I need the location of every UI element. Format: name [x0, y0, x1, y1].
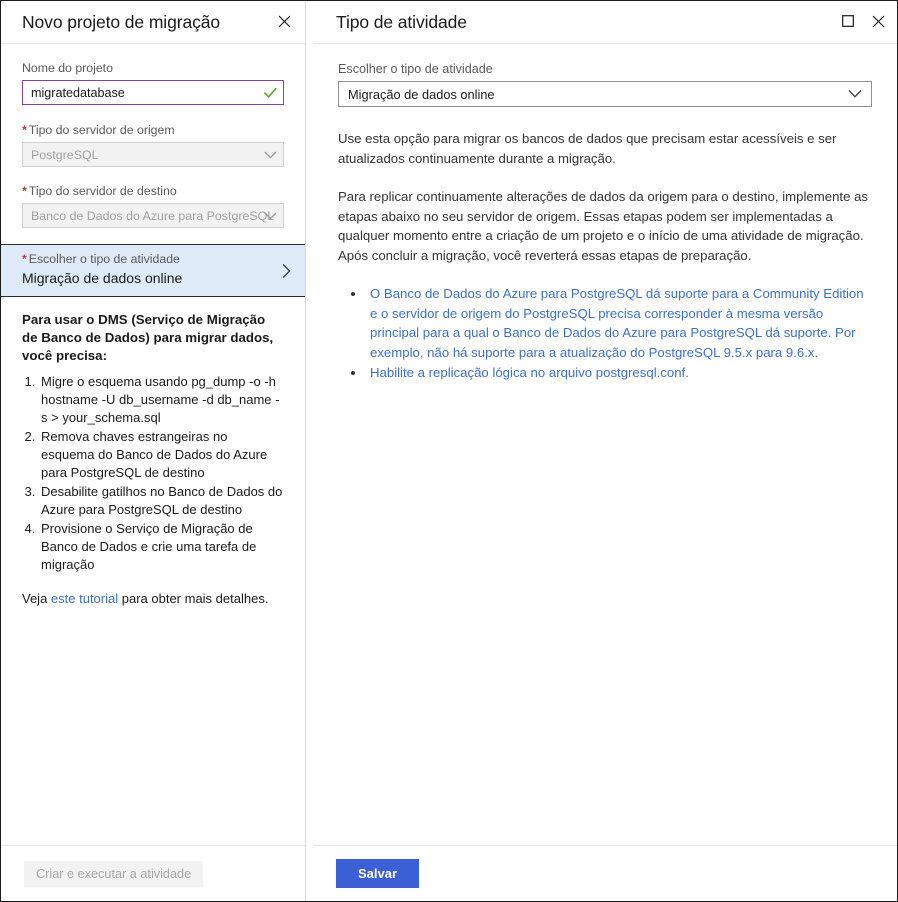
activity-select-label: Escolher o tipo de atividade	[338, 62, 493, 76]
maximize-glyph	[842, 15, 854, 27]
activity-type-selector-row[interactable]	[1, 244, 305, 297]
target-server-value: Banco de Dados do Azure para PostgreSQL	[31, 208, 275, 223]
page-title: Novo projeto de migração	[22, 11, 220, 32]
target-server-label-text: Tipo do servidor de destino	[28, 184, 177, 198]
info-heading: Para usar o DMS (Serviço de Migração de Banco de Dados) para migrar dados, você precisa:	[22, 312, 274, 363]
activity-type-label-text: Escolher o tipo de atividade	[28, 252, 180, 266]
maximize-icon[interactable]	[833, 6, 863, 36]
chevron-down-icon	[264, 151, 277, 159]
close-glyph	[278, 15, 291, 28]
right-blade-body	[313, 44, 897, 845]
source-server-label-text: Tipo do servidor de origem	[28, 123, 175, 137]
project-name-field-group	[1, 60, 305, 105]
new-migration-project-blade	[1, 1, 306, 901]
close-icon[interactable]	[269, 6, 299, 36]
activity-type-select[interactable]	[338, 81, 872, 107]
window-controls	[833, 6, 893, 36]
requirement-steps-list	[39, 373, 284, 574]
checkmark-icon	[264, 87, 277, 98]
tutorial-line	[22, 590, 284, 608]
chevron-down-glyph	[264, 151, 277, 159]
close-glyph	[872, 15, 885, 28]
source-server-label	[22, 122, 284, 138]
required-asterisk: *	[22, 123, 27, 137]
chevron-down-icon	[264, 212, 277, 220]
list-item: 3. Desabilite gatilhos no Banco de Dados do Azure para PostgreSQL de destino	[39, 483, 284, 519]
postgres-version-support-link[interactable]: O Banco de Dados do Azure para PostgreSQL dá suporte para a Community Edition e o servidor de origem do PostgreSQL precisa corresponder à mesma versão principal para a qual o Banco de Dados do Azure para PostgreSQL dá suporte. Por exemplo, não há suporte para a atualização do PostgreSQL 9.5.x para 9.6.x.	[370, 286, 864, 360]
list-item	[366, 363, 872, 383]
activity-type-label	[22, 251, 271, 268]
chevron-down-glyph	[848, 90, 862, 99]
dms-requirements-info	[1, 297, 305, 608]
tutorial-suffix: para obter mais detalhes.	[118, 591, 269, 606]
list-item: 4. Provisione o Serviço de Migração de Banco de Dados e crie uma tarefa de migração	[39, 520, 284, 574]
required-asterisk: *	[22, 252, 27, 266]
list-item: 1. Migre o esquema usando pg_dump -o -h hostname -U db_username -d db_name -s > your_schema.sql	[39, 373, 284, 427]
list-item: 2. Remova chaves estrangeiras no esquema do Banco de Dados do Azure para PostgreSQL de destino	[39, 428, 284, 482]
logical-replication-link[interactable]: Habilite a replicação lógica no arquivo postgresql.conf.	[370, 365, 689, 380]
requirement-links-list	[366, 284, 872, 383]
list-item	[366, 284, 872, 362]
target-server-select	[22, 203, 284, 228]
left-blade-footer	[1, 845, 305, 901]
left-blade-header	[1, 1, 305, 44]
tutorial-link[interactable]: este tutorial	[50, 591, 119, 606]
tutorial-prefix: Veja	[22, 591, 51, 606]
activity-type-select-value: Migração de dados online	[348, 86, 495, 102]
source-server-value: PostgreSQL	[31, 147, 99, 162]
left-blade-body	[1, 44, 305, 845]
chevron-down-glyph	[264, 212, 277, 220]
create-and-run-activity-button[interactable]: Criar e executar a atividade	[24, 861, 203, 887]
blade-gutter	[306, 1, 313, 901]
chevron-right-glyph	[282, 263, 291, 278]
right-page-title: Tipo de atividade	[336, 11, 467, 32]
activity-type-value: Migração de dados online	[22, 270, 183, 286]
required-asterisk: *	[22, 184, 27, 198]
project-name-label: Nome do projeto	[22, 61, 113, 75]
description-paragraph-1: Use esta opção para migrar os bancos de dados que precisam estar acessíveis e ser atualizados continuamente durante a migração.	[338, 131, 837, 166]
save-button[interactable]: Salvar	[336, 859, 419, 888]
chevron-right-icon	[282, 263, 291, 278]
close-icon[interactable]	[863, 6, 893, 36]
project-name-input[interactable]	[31, 86, 259, 100]
source-server-field-group	[1, 122, 305, 167]
chevron-down-icon	[848, 90, 862, 99]
description-paragraph-2: Para replicar continuamente alterações de dados da origem para o destino, implemente as etapas abaixo no seu servidor de origem. Essas etapas podem ser implementadas a qualquer momento entre a criação de um projeto e o início de uma atividade de migração. Após concluir a migração, você reverterá essas etapas de preparação.	[338, 189, 869, 263]
activity-type-blade	[313, 1, 897, 901]
target-server-label	[22, 183, 284, 199]
right-blade-footer	[313, 845, 897, 901]
target-server-field-group	[1, 183, 305, 228]
right-blade-header	[313, 1, 897, 44]
source-server-select	[22, 142, 284, 167]
project-name-input-wrap[interactable]	[22, 80, 284, 105]
checkmark-glyph	[264, 87, 277, 98]
